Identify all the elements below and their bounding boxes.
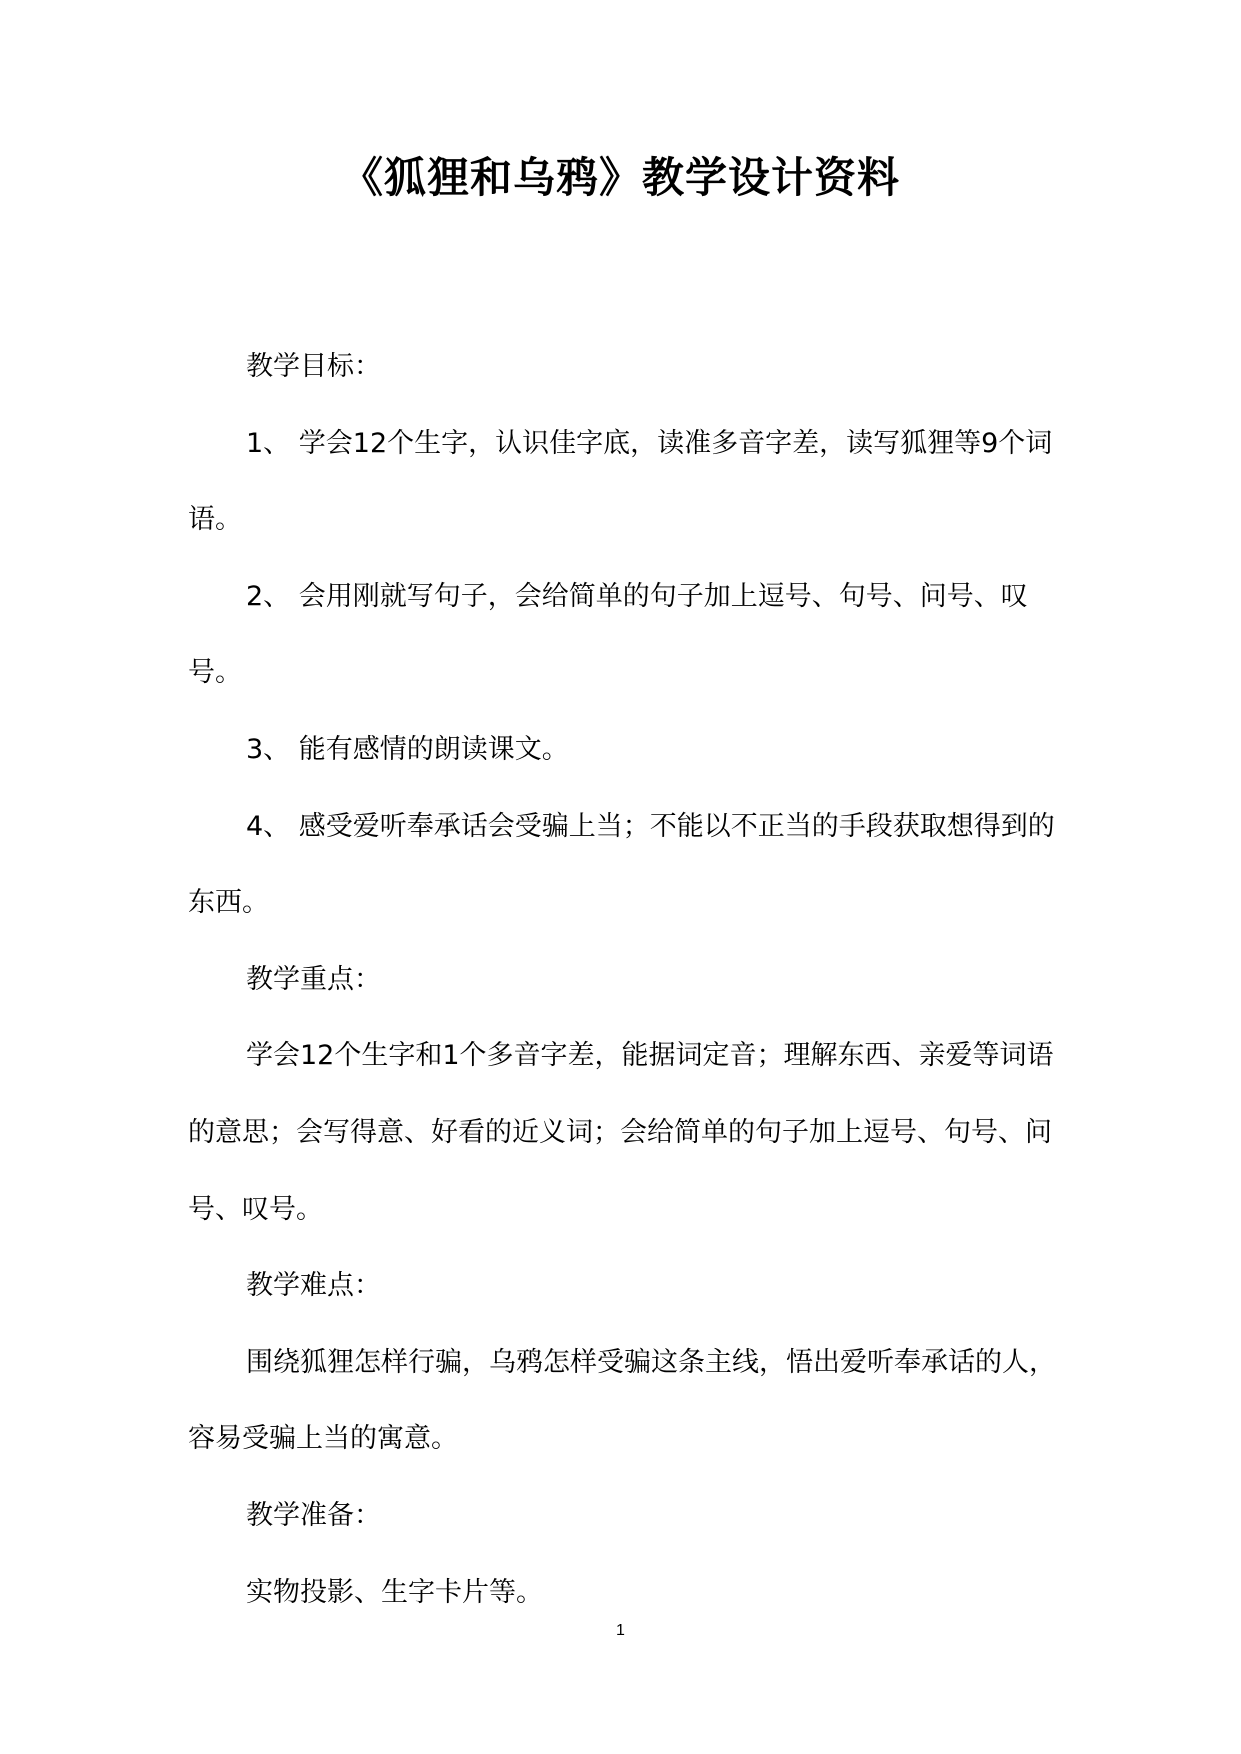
document-body xyxy=(188,329,1068,1631)
heading-difficulties: 教学难点： xyxy=(246,1270,381,1302)
page-number: 1 xyxy=(616,1622,625,1639)
goal-item-3: 3、 能有感情的朗读课文。 xyxy=(246,733,569,765)
preparation-text: 实物投影、生字卡片等。 xyxy=(246,1576,543,1608)
difficulties-text: 围绕狐狸怎样行骗，乌鸦怎样受骗这条主线，悟出爱听奉承话的人，容易受骗上当的寓意。 xyxy=(188,1346,1056,1455)
goal-item-2: 2、 会用刚就写句子，会给简单的句子加上逗号、句号、问号、叹号。 xyxy=(188,580,1028,689)
heading-teaching-goals: 教学目标： xyxy=(246,351,381,382)
goal-item-4: 4、 感受爱听奉承话会受骗上当；不能以不正当的手段获取想得到的东西。 xyxy=(188,810,1055,919)
goal-item-1: 1、 学会12个生字，认识佳字底，读准多音字差，读写狐狸等9个词语。 xyxy=(188,427,1053,536)
heading-key-points: 教学重点： xyxy=(246,963,381,995)
document-title: 《狐狸和乌鸦》教学设计资料 xyxy=(340,153,900,202)
key-points-text: 学会12个生字和1个多音字差，能据词定音；理解东西、亲爱等词语的意思；会写得意、好看的近义词；会给简单的句子加上逗号、句号、问号、叹号。 xyxy=(188,1040,1054,1225)
heading-preparation: 教学准备： xyxy=(246,1499,381,1531)
